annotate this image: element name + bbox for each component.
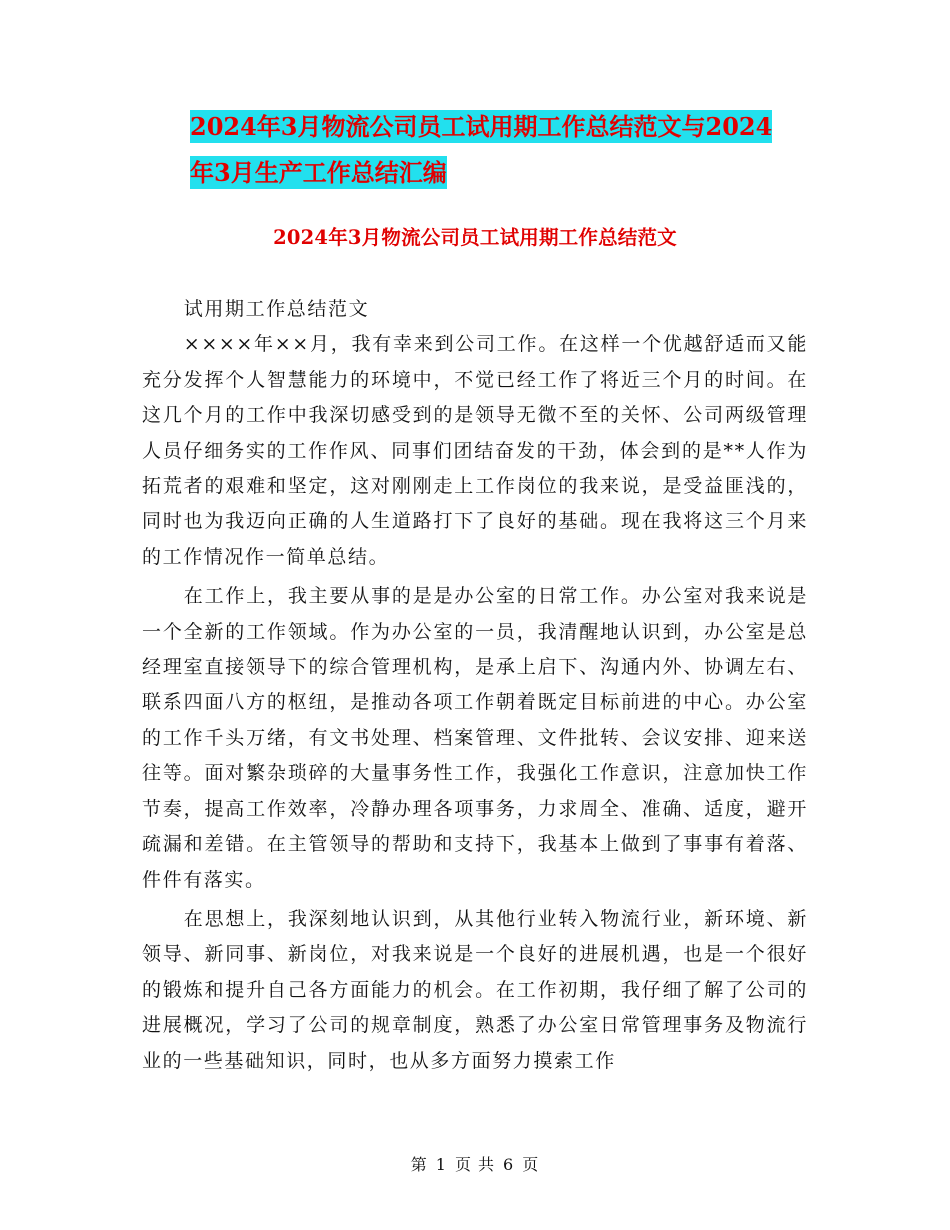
footer-prefix: 第	[410, 1155, 428, 1174]
document-title-line-2: 年3月生产工作总结汇编	[190, 158, 447, 187]
footer-middle: 页 共	[454, 1155, 496, 1174]
page-footer	[0, 1152, 950, 1175]
paragraph-heading: 试用期工作总结范文	[183, 298, 370, 320]
document-title-line-1: 2024年3月物流公司员工试用期工作总结范文与2024	[190, 112, 773, 141]
page-total: 6	[503, 1155, 515, 1174]
document-body	[142, 292, 808, 1079]
paragraph: ××××年××月，我有幸来到公司工作。在这样一个优越舒适而又能充分发挥个人智慧能力的环境中，不觉已经工作了将近三个月的时间。在这几个月的工作中我深切感受到的是领导无微不至的关怀、公司两级管理人员仔细务实的工作作风、同事们团结奋发的干劲，体会到的是**人作为拓荒者的艰难和坚定，这对刚刚走上工作岗位的我来说，是受益匪浅的，同时也为我迈向正确的人生道路打下了良好的基础。现在我将这三个月来的工作情况作一简单总结。	[142, 333, 808, 568]
page-number: 1	[435, 1155, 447, 1174]
paragraph: 在思想上，我深刻地认识到，从其他行业转入物流行业，新环境、新领导、新同事、新岗位，对我来说是一个良好的进展机遇，也是一个很好的锻炼和提升自己各方面能力的机会。在工作初期，我仔细了解了公司的进展概况，学习了公司的规章制度，熟悉了办公室日常管理事务及物流行业的一些基础知识，同时，也从多方面努力摸索工作	[142, 907, 808, 1072]
footer-suffix: 页	[522, 1155, 540, 1174]
document-title	[190, 104, 810, 196]
section-title: 2024年3月物流公司员工试用期工作总结范文	[273, 226, 677, 249]
paragraph: 在工作上，我主要从事的是是办公室的日常工作。办公室对我来说是一个全新的工作领域。作为办公室的一员，我清醒地认识到，办公室是总经理室直接领导下的综合管理机构，是承上启下、沟通内外、协调左右、联系四面八方的枢纽，是推动各项工作朝着既定目标前进的中心。办公室的工作千头万绪，有文书处理、档案管理、文件批转、会议安排、迎来送往等。面对繁杂琐碎的大量事务性工作，我强化工作意识，注意加快工作节奏，提高工作效率，冷静办理各项事务，力求周全、准确、适度，避开疏漏和差错。在主管领导的帮助和支持下，我基本上做到了事事有着落、件件有落实。	[142, 585, 808, 891]
